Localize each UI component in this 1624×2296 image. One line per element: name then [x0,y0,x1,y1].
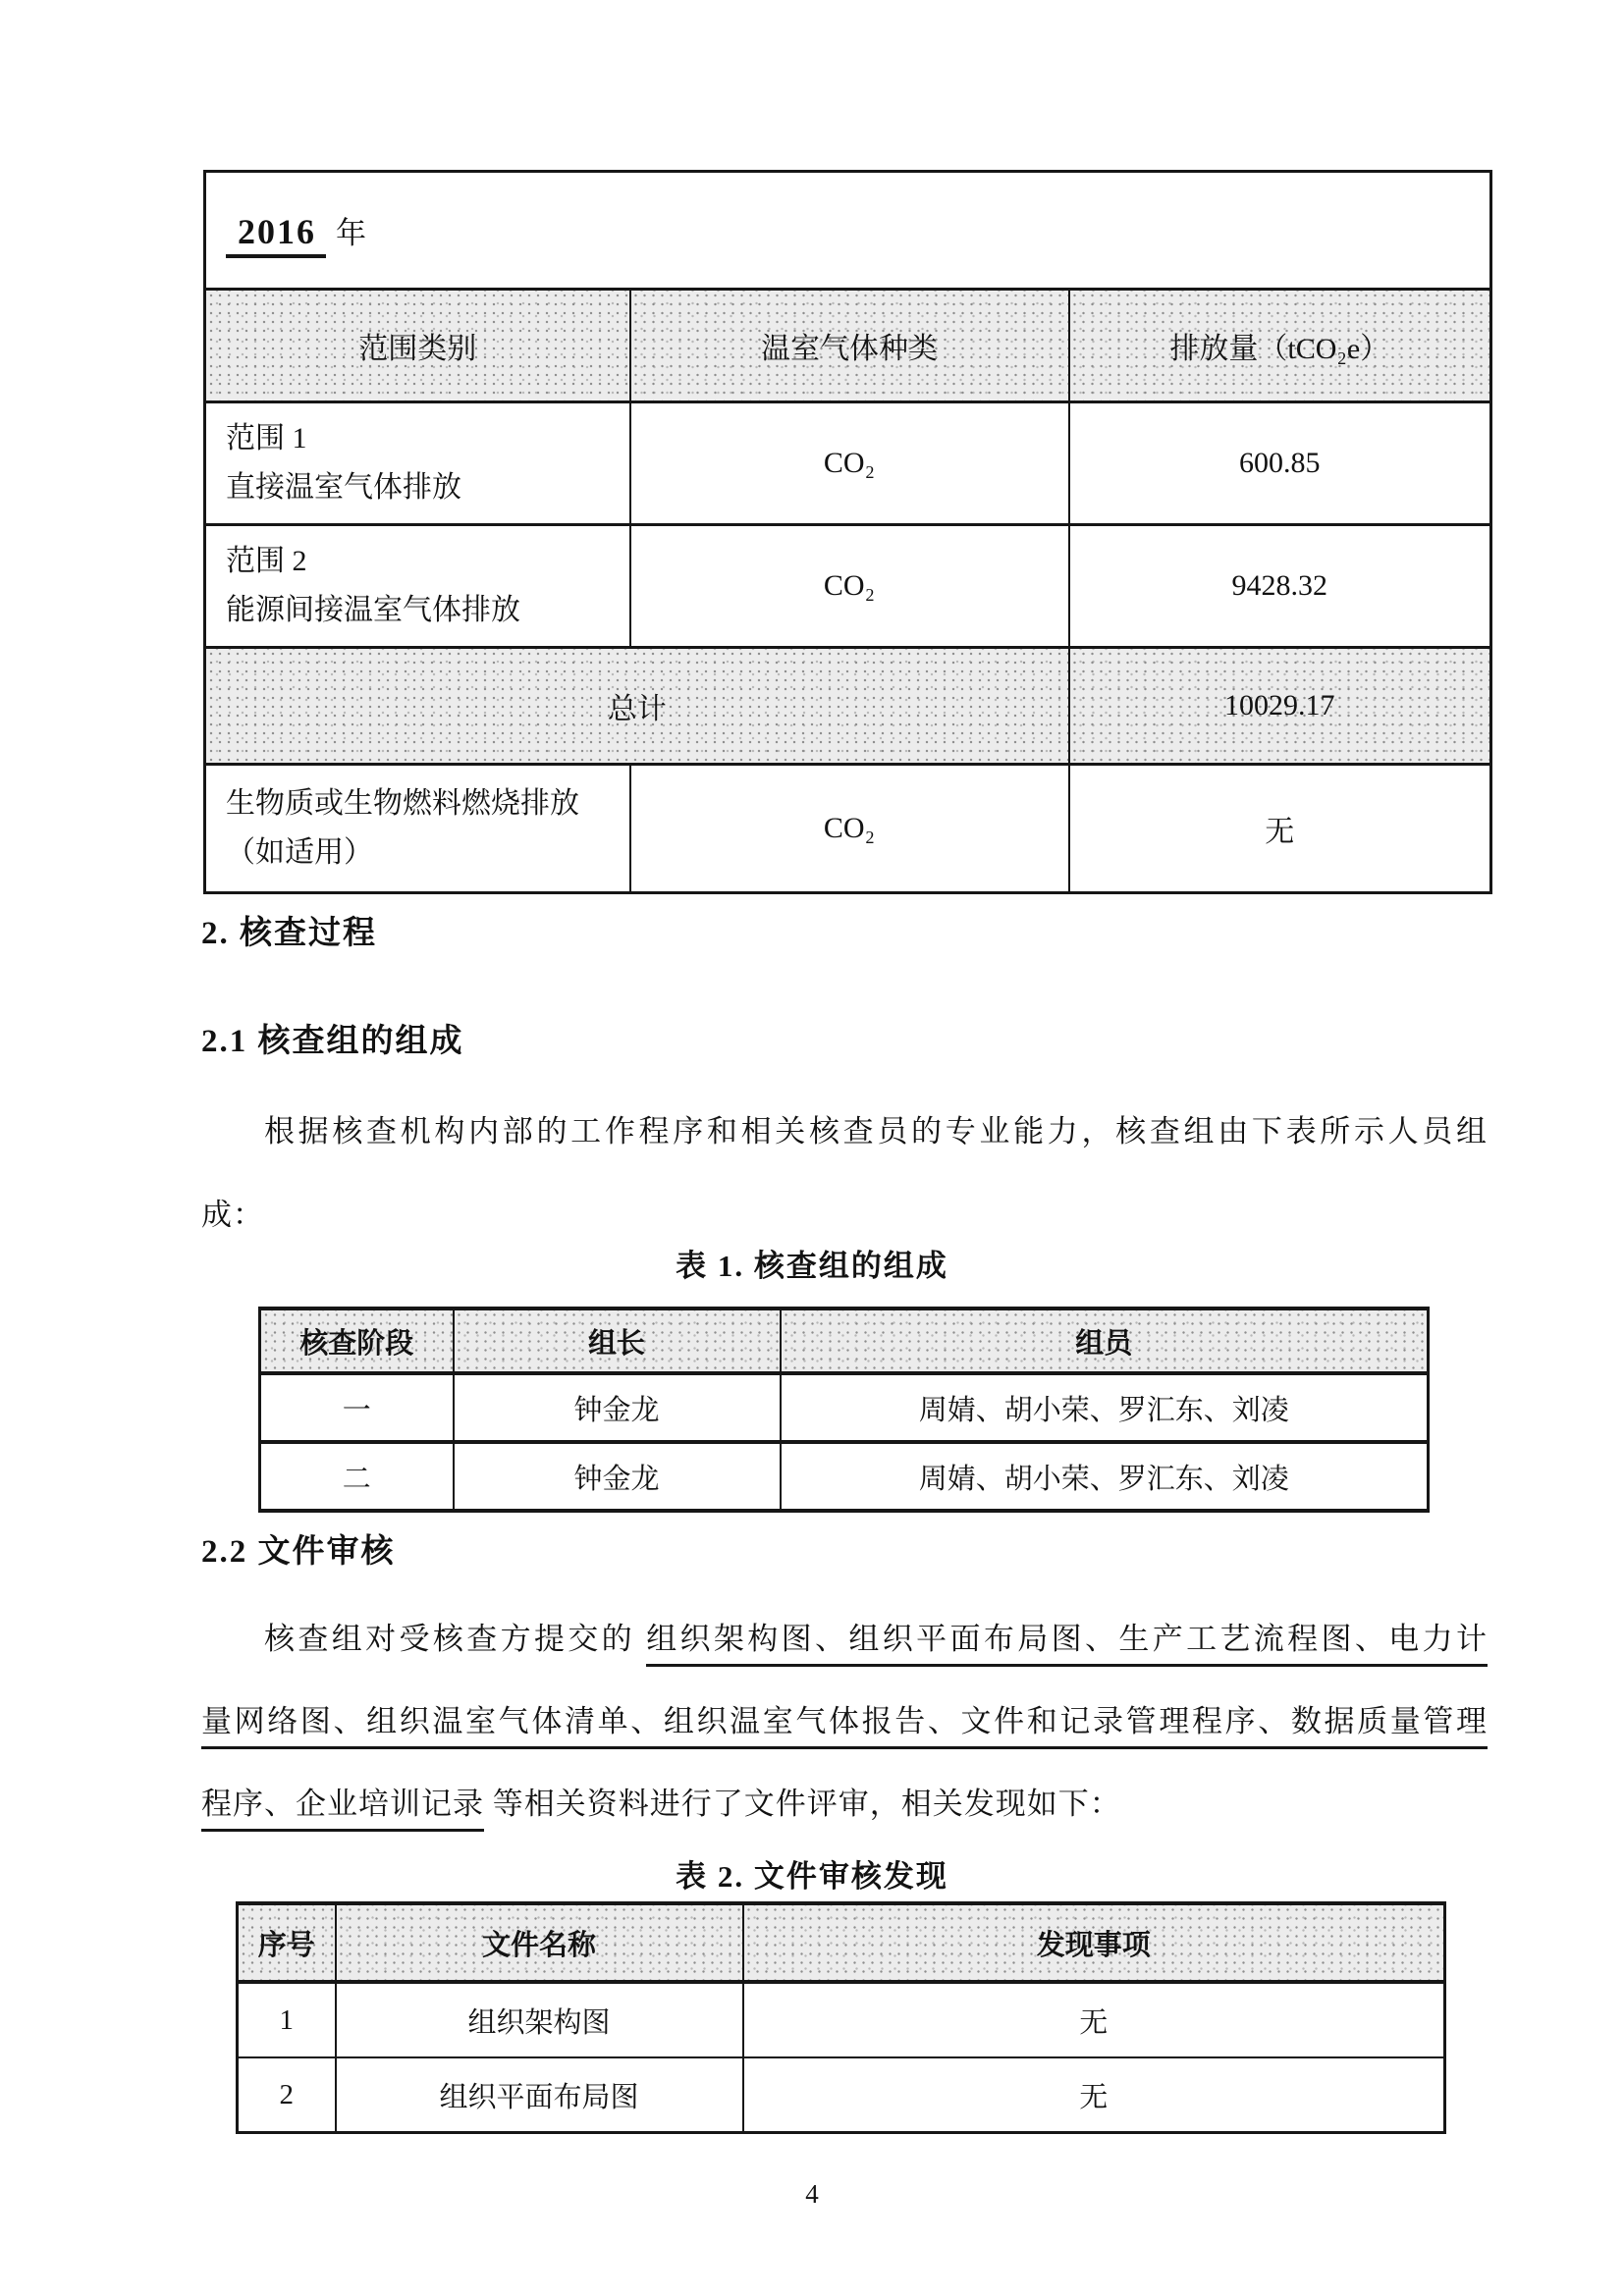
scope1-line1: 范围 1 [226,422,307,454]
section-2-heading: 2. 核查过程 [201,916,377,951]
biomass-line1: 生物质或生物燃料燃烧排放 [226,787,579,820]
header-emission-amount: 排放量（tCO₂e） [1069,290,1491,402]
table-row [238,1982,1445,2057]
year-cell [205,172,1491,290]
review-doc-2: 组织平面布局图 [336,2057,743,2133]
section-2-2-paragraph-line1 [201,1614,1488,1658]
review-table [236,1901,1446,2134]
scope2-label [205,525,630,648]
year-suffix: 年 [336,216,366,250]
doc-list-underlined-1: 组织架构图、组织平面布局图、生产工艺流程图、电力计 [646,1622,1488,1667]
team-table [258,1307,1430,1513]
review-doc-1: 组织架构图 [336,1982,743,2057]
biomass-value: 无 [1069,765,1491,893]
header-gas-type: 温室气体种类 [630,290,1069,402]
doc-list-underlined-3: 程序、企业培训记录 [201,1787,484,1832]
team-header-row [260,1308,1429,1373]
year-row [205,172,1491,290]
biomass-label [205,765,630,893]
table2-caption: 表 2. 文件审核发现 [676,1859,948,1894]
scope2-line2: 能源间接温室气体排放 [226,594,520,626]
section-2-1-heading: 2.1 核查组的组成 [201,1024,464,1059]
scope1-line2: 直接温室气体排放 [226,471,461,504]
table1-caption: 表 1. 核查组的组成 [676,1249,948,1283]
leader-1: 钟金龙 [454,1373,781,1442]
table-row-biomass [205,765,1491,893]
phase-1: 一 [260,1373,454,1442]
scope1-amount: 600.85 [1069,402,1491,525]
header-findings: 发现事项 [743,1903,1445,1982]
doc-list-underlined-2: 量网络图、组织温室气体清单、组织温室气体报告、文件和记录管理程序、数据质量管理 [201,1704,1488,1749]
table-row-total [205,648,1491,765]
header-team-leader: 组长 [454,1308,781,1373]
header-team-members: 组员 [781,1308,1429,1373]
section-2-2-paragraph-line3 [201,1779,1488,1823]
phase-2: 二 [260,1442,454,1511]
members-1: 周婧、胡小荣、罗汇东、刘凌 [781,1373,1429,1442]
doc-review-intro: 核查组对受核查方提交的 [264,1622,636,1656]
table-row [260,1373,1429,1442]
table-row-scope1 [205,402,1491,525]
header-document-name: 文件名称 [336,1903,743,1982]
scope2-amount: 9428.32 [1069,525,1491,648]
emissions-table [203,170,1492,894]
scope1-label [205,402,630,525]
year-value: 2016 [226,212,326,258]
table-row-scope2 [205,525,1491,648]
review-no-1: 1 [238,1982,336,2057]
biomass-gas: CO₂ [630,765,1069,893]
scope1-gas: CO₂ [630,402,1069,525]
review-finding-1: 无 [743,1982,1445,2057]
members-2: 周婧、胡小荣、罗汇东、刘凌 [781,1442,1429,1511]
review-finding-2: 无 [743,2057,1445,2133]
scope2-line1: 范围 2 [226,545,307,577]
review-no-2: 2 [238,2057,336,2133]
doc-review-outro: 等相关资料进行了文件评审，相关发现如下： [492,1787,1121,1821]
review-header-row [238,1903,1445,1982]
section-2-1-paragraph-line1: 根据核查机构内部的工作程序和相关核查员的专业能力，核查组由下表所示人员组 [264,1114,1488,1148]
table-row [260,1442,1429,1511]
section-2-1-paragraph-line2: 成： [201,1198,264,1232]
header-serial-number: 序号 [238,1903,336,1982]
total-value: 10029.17 [1069,648,1491,765]
emissions-header-row [205,290,1491,402]
header-verification-phase: 核查阶段 [260,1308,454,1373]
table-row [238,2057,1445,2133]
biomass-line2: （如适用） [226,836,373,869]
header-scope-category: 范围类别 [205,290,630,402]
total-label: 总计 [205,648,1069,765]
section-2-2-heading: 2.2 文件审核 [201,1534,396,1570]
page-number: 4 [805,2179,819,2209]
leader-2: 钟金龙 [454,1442,781,1511]
scope2-gas: CO₂ [630,525,1069,648]
section-2-2-paragraph-line2 [201,1696,1488,1740]
